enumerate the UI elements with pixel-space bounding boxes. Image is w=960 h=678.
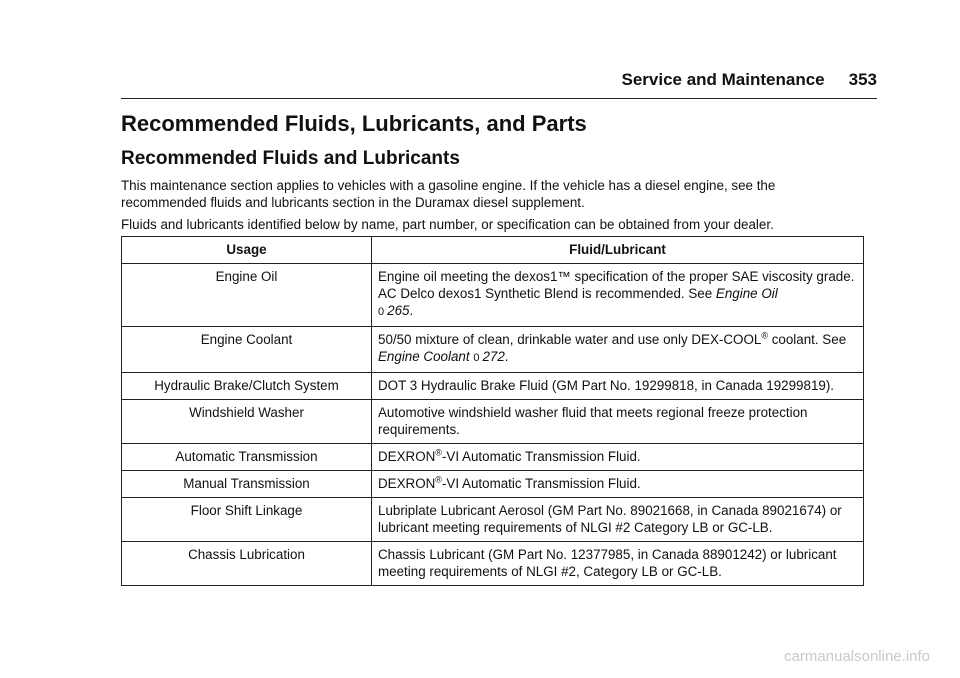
period: .	[504, 349, 509, 364]
fluid-cell	[372, 444, 864, 471]
table-row	[122, 373, 864, 400]
usage-cell: Chassis Lubrication	[122, 542, 372, 586]
running-header	[121, 70, 877, 90]
column-header-fluid: Fluid/Lubricant	[372, 237, 864, 264]
fluid-text: -VI Automatic Transmission Fluid.	[441, 449, 641, 464]
table-row	[122, 471, 864, 498]
fluids-table	[121, 236, 864, 586]
fluid-cell: Lubriplate Lubricant Aerosol (GM Part No. 89021668, in Canada 89021674) or lubricant meeting requirements of NLGI #2 Category LB or GC-LB.	[372, 498, 864, 542]
usage-cell: Windshield Washer	[122, 400, 372, 444]
section-title: Service and Maintenance	[621, 70, 825, 89]
page-number: 353	[848, 70, 877, 89]
header-rule	[121, 98, 877, 99]
table-row	[122, 327, 864, 373]
dealer-note: Fluids and lubricants identified below by name, part number, or specification can be obtained from your dealer.	[121, 217, 774, 232]
table-row	[122, 542, 864, 586]
brand-name: DEXRON	[378, 449, 436, 464]
table-row	[122, 444, 864, 471]
table-row	[122, 498, 864, 542]
page-reference[interactable]: 272	[482, 349, 505, 364]
fluid-cell	[372, 471, 864, 498]
fluid-cell: Automotive windshield washer fluid that meets regional freeze protection requirements.	[372, 400, 864, 444]
fluid-cell	[372, 327, 864, 373]
intro-paragraph: This maintenance section applies to vehicles with a gasoline engine. If the vehicle has a diesel engine, see the recommended fluids and lubricants section in the Duramax diesel supplement.	[121, 178, 776, 210]
registered-mark: ®	[435, 447, 442, 458]
cross-reference-link[interactable]: Engine Oil	[715, 286, 778, 301]
table-row	[122, 400, 864, 444]
registered-mark: ®	[435, 474, 442, 485]
registered-mark: ®	[761, 330, 768, 341]
page-arrow-icon: 0	[473, 352, 480, 364]
cross-reference-link[interactable]: Engine Coolant	[378, 349, 470, 364]
brand-name: DEXRON	[378, 476, 436, 491]
fluid-cell	[372, 264, 864, 327]
fluid-cell: Chassis Lubricant (GM Part No. 12377985, in Canada 88901242) or lubricant meeting requirements of NLGI #2, Category LB or GC-LB.	[372, 542, 864, 586]
period: .	[409, 303, 414, 318]
fluid-text: 50/50 mixture of clean, drinkable water and use only DEX-COOL	[378, 332, 762, 347]
fluid-text: Engine oil meeting the dexos1™ specification of the proper SAE viscosity grade. AC Delco dexos1 Synthetic Blend is recommended. See	[378, 269, 855, 301]
page-title: Recommended Fluids, Lubricants, and Parts	[121, 111, 587, 136]
usage-cell: Automatic Transmission	[122, 444, 372, 471]
table-header-row	[122, 237, 864, 264]
section-heading: Recommended Fluids and Lubricants	[121, 148, 460, 169]
usage-cell: Manual Transmission	[122, 471, 372, 498]
watermark: carmanualsonline.info	[784, 648, 930, 665]
column-header-usage: Usage	[122, 237, 372, 264]
usage-cell: Hydraulic Brake/Clutch System	[122, 373, 372, 400]
usage-cell: Floor Shift Linkage	[122, 498, 372, 542]
usage-cell: Engine Coolant	[122, 327, 372, 373]
usage-cell: Engine Oil	[122, 264, 372, 327]
fluid-cell: DOT 3 Hydraulic Brake Fluid (GM Part No. 19299818, in Canada 19299819).	[372, 373, 864, 400]
fluid-text: coolant. See	[767, 332, 847, 347]
page-arrow-icon: 0	[378, 306, 385, 318]
fluid-text: -VI Automatic Transmission Fluid.	[441, 476, 641, 491]
page-reference[interactable]: 265	[387, 303, 410, 318]
table-row	[122, 264, 864, 327]
